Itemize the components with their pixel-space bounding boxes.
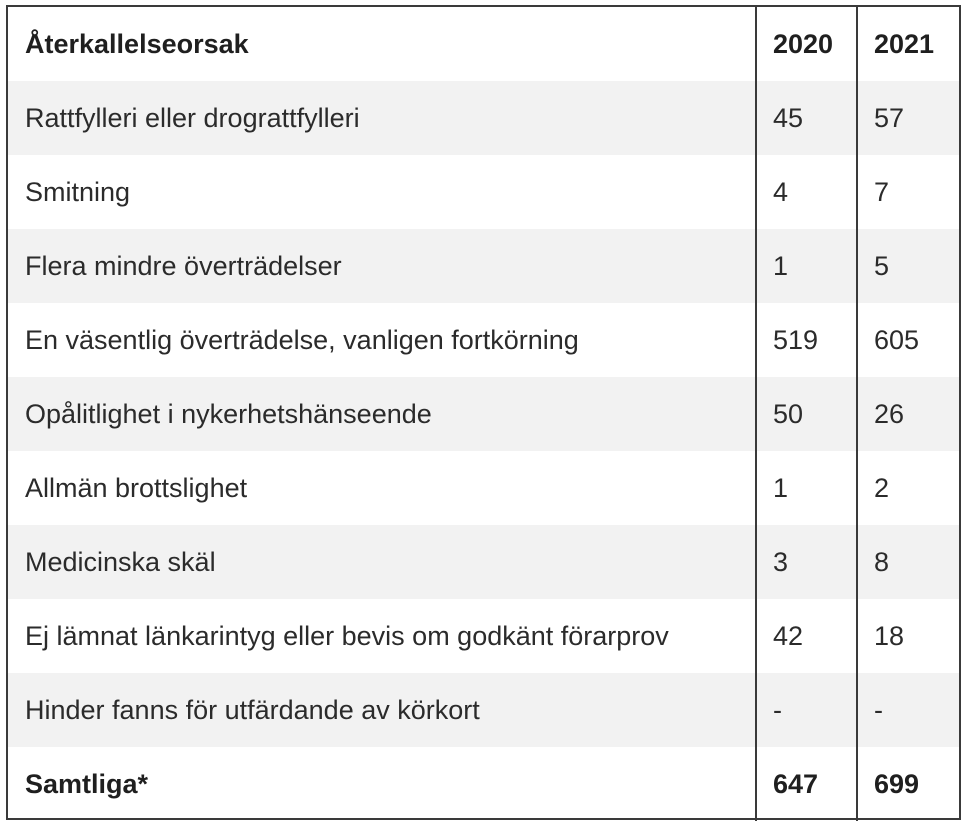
table-row: [8, 155, 959, 229]
cell-2021: 18: [874, 620, 905, 651]
table-header-row: [8, 7, 959, 81]
cell-2021: 26: [857, 377, 959, 451]
table-row: [8, 303, 959, 377]
table-row: [8, 229, 959, 303]
cell-2020: -: [756, 673, 857, 747]
cell-2020: 1: [756, 229, 857, 303]
cell-2020: 4: [756, 155, 857, 229]
header-2020: 2020: [756, 7, 857, 81]
revocation-table-container: [6, 5, 961, 820]
cell-2020: 50: [756, 377, 857, 451]
cell-2020: 519: [756, 303, 857, 377]
cell-cause: Hinder fanns för utfärdande av körkort: [8, 673, 756, 747]
header-cause: Återkallelseorsak: [25, 28, 249, 59]
cell-2020: 1: [756, 451, 857, 525]
total-2021: 699: [874, 768, 920, 799]
cell-2021: 2: [874, 472, 890, 503]
cell-2021: 57: [857, 81, 959, 155]
cell-cause: Flera mindre överträdelser: [8, 229, 756, 303]
cell-cause: Rattfylleri eller drograttfylleri: [8, 81, 756, 155]
cell-2020: 45: [756, 81, 857, 155]
cell-2021: 605: [874, 324, 920, 355]
cell-2021: 8: [857, 525, 959, 599]
table-total-row: [8, 747, 959, 821]
total-cause: Samtliga*: [25, 768, 149, 799]
cell-cause: Ej lämnat länkarintyg eller bevis om godkänt förarprov: [25, 620, 669, 651]
cell-cause: Opålitlighet i nykerhetshänseende: [8, 377, 756, 451]
cell-cause: En väsentlig överträdelse, vanligen fortkörning: [25, 324, 579, 355]
cell-2021: 7: [874, 176, 890, 207]
total-2020: 647: [756, 747, 857, 821]
table-row: [8, 377, 959, 451]
header-2021: 2021: [874, 28, 935, 59]
cell-cause: Medicinska skäl: [8, 525, 756, 599]
cell-cause: Allmän brottslighet: [25, 472, 248, 503]
table-row: [8, 599, 959, 673]
cell-2021: 5: [857, 229, 959, 303]
cell-2021: -: [857, 673, 959, 747]
cell-2020: 42: [756, 599, 857, 673]
revocation-table: [8, 7, 959, 821]
cell-2020: 3: [756, 525, 857, 599]
table-row: [8, 81, 959, 155]
table-row: [8, 451, 959, 525]
table-row: [8, 525, 959, 599]
table-row: [8, 673, 959, 747]
cell-cause: Smitning: [25, 176, 131, 207]
